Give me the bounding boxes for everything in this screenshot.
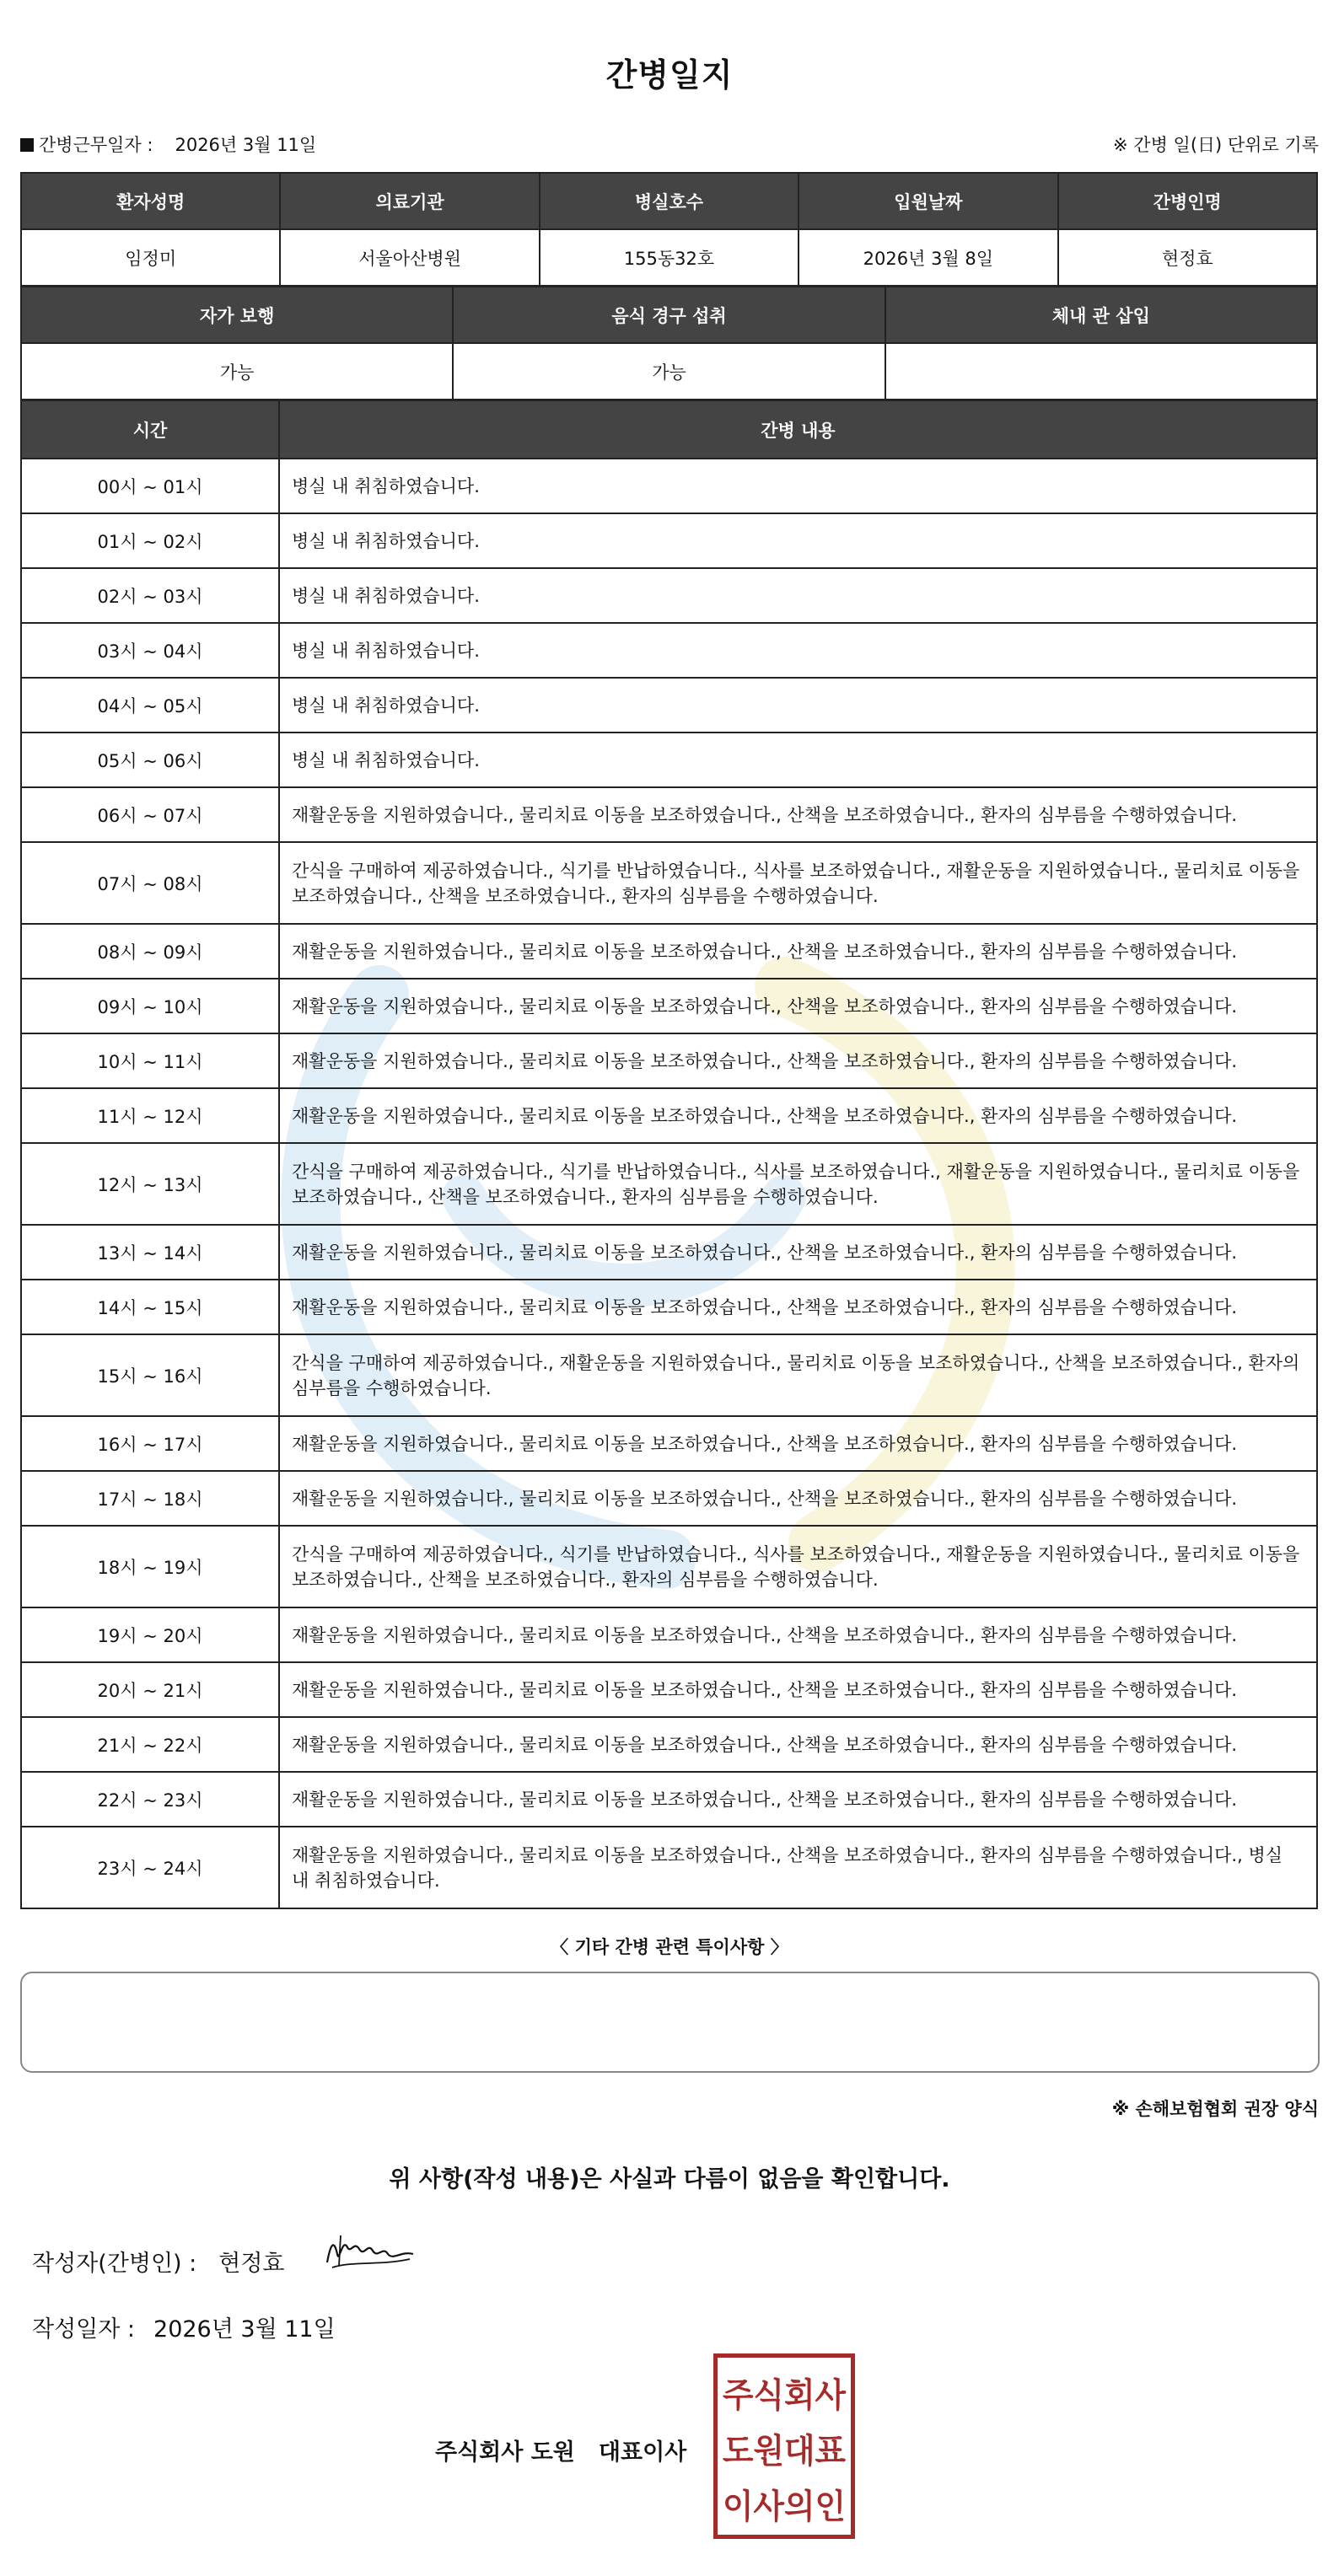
table-row [21,1662,1317,1717]
time-slot: 05시 ~ 06시 [21,733,279,787]
care-content: 병실 내 취침하였습니다. [279,623,1317,678]
unit-note: ※ 간병 일(日) 단위로 기록 [1113,135,1319,155]
table-row [21,459,1317,513]
time-slot: 22시 ~ 23시 [21,1772,279,1827]
care-content: 재활운동을 지원하였습니다., 물리치료 이동을 보조하였습니다., 산책을 보조하였습니다., 환자의 심부름을 수행하였습니다. [279,1717,1317,1772]
table-row [21,1143,1317,1225]
table-row [21,623,1317,678]
svg-text:주식회사: 주식회사 [723,2376,847,2415]
table-row [21,1717,1317,1772]
confirmation-statement: 위 사항(작성 내용)은 사실과 다름이 없음을 확인합니다. [389,2166,950,2192]
time-slot: 06시 ~ 07시 [21,787,279,842]
header-care-content: 간병 내용 [279,400,1317,459]
care-content: 재활운동을 지원하였습니다., 물리치료 이동을 보조하였습니다., 산책을 보조하였습니다., 환자의 심부름을 수행하였습니다. [279,1088,1317,1143]
care-content: 재활운동을 지원하였습니다., 물리치료 이동을 보조하였습니다., 산책을 보조하였습니다., 환자의 심부름을 수행하였습니다. [279,1416,1317,1471]
caregiver-name: 현정효 [1058,229,1317,286]
table-row [21,979,1317,1033]
seal-stamp-graphic [718,2358,851,2535]
table-row [21,1772,1317,1827]
company-line [435,2434,686,2466]
representative-title: 대표이사 [598,2439,687,2466]
writer-line [32,2245,285,2278]
notes-box [20,1972,1320,2073]
table-row [21,513,1317,568]
care-content: 재활운동을 지원하였습니다., 물리치료 이동을 보조하였습니다., 산책을 보조하였습니다., 환자의 심부름을 수행하였습니다. [279,787,1317,842]
care-content: 재활운동을 지원하였습니다., 물리치료 이동을 보조하였습니다., 산책을 보조하였습니다., 환자의 심부름을 수행하였습니다. [279,1471,1317,1526]
header-patient-name: 환자성명 [21,173,280,229]
header-self-walking: 자가 보행 [21,287,453,343]
care-content: 간식을 구매하여 제공하였습니다., 식기를 반납하였습니다., 식사를 보조하였습니다., 재활운동을 지원하였습니다., 물리치료 이동을 보조하였습니다., 산책을 보조하였습니다., 환자의 심부름을 수행하였습니다. [279,1143,1317,1225]
care-content: 재활운동을 지원하였습니다., 물리치료 이동을 보조하였습니다., 산책을 보조하였습니다., 환자의 심부름을 수행하였습니다., 병실 내 취침하였습니다. [279,1827,1317,1908]
care-content: 재활운동을 지원하였습니다., 물리치료 이동을 보조하였습니다., 산책을 보조하였습니다., 환자의 심부름을 수행하였습니다. [279,1662,1317,1717]
time-slot: 07시 ~ 08시 [21,842,279,924]
care-log-table [20,400,1318,1909]
table-row [21,1607,1317,1662]
care-content: 재활운동을 지원하였습니다., 물리치료 이동을 보조하였습니다., 산책을 보조하였습니다., 환자의 심부름을 수행하였습니다. [279,1280,1317,1334]
time-slot: 12시 ~ 13시 [21,1143,279,1225]
time-slot: 10시 ~ 11시 [21,1033,279,1088]
table-row [21,1416,1317,1471]
admission-date: 2026년 3월 8일 [799,229,1057,286]
table-row [21,678,1317,733]
svg-text:이사의인: 이사의인 [723,2487,846,2526]
header-time: 시간 [21,400,279,459]
care-content: 간식을 구매하여 제공하였습니다., 재활운동을 지원하였습니다., 물리치료 이동을 보조하였습니다., 산책을 보조하였습니다., 환자의 심부름을 수행하였습니다. [279,1334,1317,1416]
time-slot: 21시 ~ 22시 [21,1717,279,1772]
care-content: 재활운동을 지원하였습니다., 물리치료 이동을 보조하였습니다., 산책을 보조하였습니다., 환자의 심부름을 수행하였습니다. [279,924,1317,979]
time-slot: 11시 ~ 12시 [21,1088,279,1143]
time-slot: 15시 ~ 16시 [21,1334,279,1416]
room-number: 155동32호 [540,229,799,286]
care-content: 간식을 구매하여 제공하였습니다., 식기를 반납하였습니다., 식사를 보조하였습니다., 재활운동을 지원하였습니다., 물리치료 이동을 보조하였습니다., 산책을 보조하였습니다., 환자의 심부름을 수행하였습니다. [279,842,1317,924]
time-slot: 00시 ~ 01시 [21,459,279,513]
header-admission-date: 입원날짜 [799,173,1057,229]
time-slot: 17시 ~ 18시 [21,1471,279,1526]
document-title: 간병일지 [605,56,734,94]
care-content: 재활운동을 지원하였습니다., 물리치료 이동을 보조하였습니다., 산책을 보조하였습니다., 환자의 심부름을 수행하였습니다. [279,1033,1317,1088]
time-slot: 02시 ~ 03시 [21,568,279,623]
table-row [21,1334,1317,1416]
time-slot: 09시 ~ 10시 [21,979,279,1033]
written-date-line [32,2310,336,2343]
time-slot: 16시 ~ 17시 [21,1416,279,1471]
self-walking-value: 가능 [21,343,453,400]
company-name: 주식회사 도원 [435,2439,575,2466]
table-row [21,1225,1317,1280]
header-hospital: 의료기관 [280,173,539,229]
header-caregiver: 간병인명 [1058,173,1317,229]
time-slot: 14시 ~ 15시 [21,1280,279,1334]
table-row [21,1033,1317,1088]
tube-insertion-value [885,343,1317,400]
work-date [20,131,316,157]
hospital-name: 서울아산병원 [280,229,539,286]
time-slot: 19시 ~ 20시 [21,1607,279,1662]
written-date-label: 작성일자 : [32,2316,136,2343]
time-slot: 13시 ~ 14시 [21,1225,279,1280]
care-content: 병실 내 취침하였습니다. [279,459,1317,513]
care-content: 재활운동을 지원하였습니다., 물리치료 이동을 보조하였습니다., 산책을 보조하였습니다., 환자의 심부름을 수행하였습니다. [279,1772,1317,1827]
time-slot: 23시 ~ 24시 [21,1827,279,1908]
table-row [21,924,1317,979]
writer-label: 작성자(간병인) : [32,2251,197,2277]
patient-info-table [20,172,1318,287]
header-tube-insertion: 체내 관 삽입 [885,287,1317,343]
care-content: 병실 내 취침하였습니다. [279,678,1317,733]
patient-status-table [20,286,1318,400]
time-slot: 01시 ~ 02시 [21,513,279,568]
table-row [21,787,1317,842]
time-slot: 18시 ~ 19시 [21,1526,279,1607]
header-room: 병실호수 [540,173,799,229]
care-content: 병실 내 취침하였습니다. [279,568,1317,623]
patient-name: 임정미 [21,229,280,286]
care-content: 재활운동을 지원하였습니다., 물리치료 이동을 보조하였습니다., 산책을 보조하였습니다., 환자의 심부름을 수행하였습니다. [279,1225,1317,1280]
table-row [21,842,1317,924]
table-row [21,1280,1317,1334]
care-content: 병실 내 취침하였습니다. [279,733,1317,787]
handwritten-signature [320,2229,422,2276]
table-row [21,1526,1317,1607]
care-content: 재활운동을 지원하였습니다., 물리치료 이동을 보조하였습니다., 산책을 보조하였습니다., 환자의 심부름을 수행하였습니다. [279,979,1317,1033]
header-oral-intake: 음식 경구 섭취 [453,287,885,343]
care-content: 병실 내 취침하였습니다. [279,513,1317,568]
table-row [21,568,1317,623]
table-row [21,1088,1317,1143]
form-source-note: ※ 손해보험협회 권장 양식 [1111,2099,1319,2119]
work-date-value: 2026년 3월 11일 [175,135,317,155]
svg-text:도원대표: 도원대표 [723,2432,847,2471]
time-slot: 20시 ~ 21시 [21,1662,279,1717]
oral-intake-value: 가능 [453,343,885,400]
time-slot: 08시 ~ 09시 [21,924,279,979]
time-slot: 03시 ~ 04시 [21,623,279,678]
table-row [21,1827,1317,1908]
bullet-square-icon [20,138,34,152]
care-content: 간식을 구매하여 제공하였습니다., 식기를 반납하였습니다., 식사를 보조하였습니다., 재활운동을 지원하였습니다., 물리치료 이동을 보조하였습니다., 산책을 보조하였습니다., 환자의 심부름을 수행하였습니다. [279,1526,1317,1607]
table-row [21,733,1317,787]
company-seal [713,2353,855,2539]
time-slot: 04시 ~ 05시 [21,678,279,733]
work-date-label: 간병근무일자 : [39,135,153,155]
notes-title: 〈 기타 간병 관련 특이사항 〉 [551,1937,788,1957]
written-date-value: 2026년 3월 11일 [153,2316,336,2343]
care-content: 재활운동을 지원하였습니다., 물리치료 이동을 보조하였습니다., 산책을 보조하였습니다., 환자의 심부름을 수행하였습니다. [279,1607,1317,1662]
table-row [21,1471,1317,1526]
writer-name: 현정효 [218,2251,285,2277]
